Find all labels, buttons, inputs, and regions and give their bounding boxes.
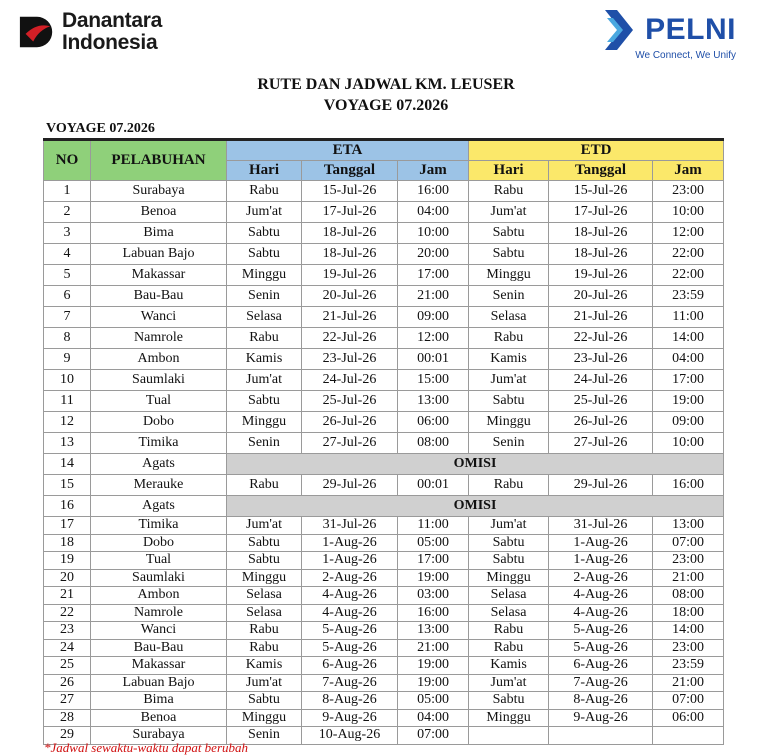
- row-number: 3: [44, 223, 91, 244]
- eta-time: 10:00: [398, 223, 469, 244]
- etd-time: 23:59: [653, 286, 724, 307]
- row-number: 12: [44, 412, 91, 433]
- etd-time: 21:00: [653, 674, 724, 692]
- etd-day: Jum'at: [469, 370, 549, 391]
- eta-day: Kamis: [227, 657, 302, 675]
- table-row: [44, 622, 724, 640]
- eta-time: 19:00: [398, 674, 469, 692]
- table-row: [44, 181, 724, 202]
- eta-day: Selasa: [227, 587, 302, 605]
- etd-date: [549, 727, 653, 745]
- etd-day: Rabu: [469, 639, 549, 657]
- eta-date: 20-Jul-26: [302, 286, 398, 307]
- port-name: Bima: [91, 692, 227, 710]
- etd-time: 14:00: [653, 328, 724, 349]
- header-etd: ETD: [469, 140, 724, 161]
- port-name: Agats: [91, 496, 227, 517]
- port-name: Makassar: [91, 657, 227, 675]
- eta-time: 11:00: [398, 517, 469, 535]
- etd-date: 20-Jul-26: [549, 286, 653, 307]
- footnote: *Jadwal sewaktu-waktu dapat berubah: [44, 740, 249, 755]
- eta-time: 09:00: [398, 307, 469, 328]
- row-number: 8: [44, 328, 91, 349]
- eta-time: 15:00: [398, 370, 469, 391]
- etd-date: 4-Aug-26: [549, 587, 653, 605]
- page-subtitle: VOYAGE 07.2026: [323, 97, 449, 114]
- header-eta-date: Tanggal: [302, 161, 398, 181]
- etd-day: Sabtu: [469, 244, 549, 265]
- header-etd-day: Hari: [469, 161, 549, 181]
- port-name: Tual: [91, 391, 227, 412]
- eta-day: Jum'at: [227, 202, 302, 223]
- etd-day: Rabu: [469, 475, 549, 496]
- voyage-label: VOYAGE 07.2026: [46, 121, 155, 136]
- table-row: [44, 412, 724, 433]
- table-row: [44, 202, 724, 223]
- eta-time: 20:00: [398, 244, 469, 265]
- eta-day: Senin: [227, 433, 302, 454]
- eta-time: 04:00: [398, 709, 469, 727]
- eta-date: 10-Aug-26: [302, 727, 398, 745]
- etd-time: 07:00: [653, 534, 724, 552]
- etd-day: Minggu: [469, 709, 549, 727]
- etd-day: Minggu: [469, 569, 549, 587]
- port-name: Dobo: [91, 412, 227, 433]
- etd-date: 21-Jul-26: [549, 307, 653, 328]
- etd-time: 12:00: [653, 223, 724, 244]
- etd-date: 25-Jul-26: [549, 391, 653, 412]
- etd-day: Sabtu: [469, 534, 549, 552]
- port-name: Ambon: [91, 587, 227, 605]
- table-row: [44, 454, 724, 475]
- danantara-logo-icon: [18, 13, 56, 51]
- etd-day: Kamis: [469, 657, 549, 675]
- etd-date: 15-Jul-26: [549, 181, 653, 202]
- eta-date: 9-Aug-26: [302, 709, 398, 727]
- eta-day: Rabu: [227, 639, 302, 657]
- eta-time: 06:00: [398, 412, 469, 433]
- etd-date: 4-Aug-26: [549, 604, 653, 622]
- omisi-cell: OMISI: [227, 454, 724, 475]
- table-row: [44, 496, 724, 517]
- port-name: Ambon: [91, 349, 227, 370]
- etd-time: 07:00: [653, 692, 724, 710]
- etd-time: 23:00: [653, 639, 724, 657]
- etd-day: Rabu: [469, 328, 549, 349]
- etd-time: 16:00: [653, 475, 724, 496]
- eta-time: 12:00: [398, 328, 469, 349]
- eta-day: Minggu: [227, 569, 302, 587]
- eta-day: Minggu: [227, 265, 302, 286]
- row-number: 26: [44, 674, 91, 692]
- eta-time: 03:00: [398, 587, 469, 605]
- port-name: Wanci: [91, 307, 227, 328]
- table-row: [44, 709, 724, 727]
- row-number: 27: [44, 692, 91, 710]
- etd-time: 21:00: [653, 569, 724, 587]
- etd-time: 23:00: [653, 552, 724, 570]
- port-name: Labuan Bajo: [91, 244, 227, 265]
- schedule-table: [43, 138, 724, 745]
- eta-time: 05:00: [398, 534, 469, 552]
- row-number: 7: [44, 307, 91, 328]
- etd-day: Kamis: [469, 349, 549, 370]
- etd-time: 22:00: [653, 265, 724, 286]
- eta-day: Senin: [227, 286, 302, 307]
- port-name: Makassar: [91, 265, 227, 286]
- table-row: [44, 604, 724, 622]
- eta-date: 17-Jul-26: [302, 202, 398, 223]
- eta-date: 15-Jul-26: [302, 181, 398, 202]
- pelni-tagline: We Connect, We Unify: [635, 50, 736, 61]
- eta-time: 13:00: [398, 622, 469, 640]
- etd-date: 1-Aug-26: [549, 534, 653, 552]
- table-row: [44, 370, 724, 391]
- etd-date: 22-Jul-26: [549, 328, 653, 349]
- eta-date: 25-Jul-26: [302, 391, 398, 412]
- eta-time: 21:00: [398, 639, 469, 657]
- port-name: Agats: [91, 454, 227, 475]
- table-row: [44, 244, 724, 265]
- port-name: Surabaya: [91, 181, 227, 202]
- port-name: Saumlaki: [91, 569, 227, 587]
- etd-day: Minggu: [469, 412, 549, 433]
- row-number: 21: [44, 587, 91, 605]
- eta-date: 27-Jul-26: [302, 433, 398, 454]
- table-row: [44, 265, 724, 286]
- port-name: Benoa: [91, 709, 227, 727]
- eta-time: 00:01: [398, 349, 469, 370]
- etd-date: 19-Jul-26: [549, 265, 653, 286]
- eta-day: Rabu: [227, 622, 302, 640]
- table-row: [44, 692, 724, 710]
- row-number: 23: [44, 622, 91, 640]
- row-number: 22: [44, 604, 91, 622]
- eta-day: Jum'at: [227, 674, 302, 692]
- etd-date: 26-Jul-26: [549, 412, 653, 433]
- eta-time: 17:00: [398, 552, 469, 570]
- row-number: 14: [44, 454, 91, 475]
- row-number: 29: [44, 727, 91, 745]
- table-row: [44, 569, 724, 587]
- header-no: NO: [44, 140, 91, 181]
- etd-time: 18:00: [653, 604, 724, 622]
- schedule-body: [44, 181, 724, 745]
- port-name: Benoa: [91, 202, 227, 223]
- etd-date: 9-Aug-26: [549, 709, 653, 727]
- eta-date: 1-Aug-26: [302, 552, 398, 570]
- eta-date: 4-Aug-26: [302, 587, 398, 605]
- danantara-line1: Danantara: [62, 9, 163, 32]
- pelni-brand: PELNI: [645, 13, 736, 46]
- table-row: [44, 534, 724, 552]
- etd-date: 1-Aug-26: [549, 552, 653, 570]
- pelni-logo-icon: [603, 8, 637, 52]
- eta-day: Sabtu: [227, 552, 302, 570]
- etd-time: 19:00: [653, 391, 724, 412]
- eta-day: Rabu: [227, 328, 302, 349]
- etd-date: 27-Jul-26: [549, 433, 653, 454]
- etd-day: Jum'at: [469, 202, 549, 223]
- etd-day: Selasa: [469, 587, 549, 605]
- etd-date: 23-Jul-26: [549, 349, 653, 370]
- etd-date: 5-Aug-26: [549, 639, 653, 657]
- header-eta-day: Hari: [227, 161, 302, 181]
- eta-date: 18-Jul-26: [302, 223, 398, 244]
- etd-time: 09:00: [653, 412, 724, 433]
- port-name: Namrole: [91, 604, 227, 622]
- header-eta-time: Jam: [398, 161, 469, 181]
- etd-date: 7-Aug-26: [549, 674, 653, 692]
- port-name: Bau-Bau: [91, 286, 227, 307]
- port-name: Wanci: [91, 622, 227, 640]
- eta-day: Minggu: [227, 709, 302, 727]
- table-row: [44, 517, 724, 535]
- header-etd-time: Jam: [653, 161, 724, 181]
- table-row: [44, 587, 724, 605]
- omisi-cell: OMISI: [227, 496, 724, 517]
- eta-date: 18-Jul-26: [302, 244, 398, 265]
- etd-day: Minggu: [469, 265, 549, 286]
- row-number: 17: [44, 517, 91, 535]
- eta-date: 8-Aug-26: [302, 692, 398, 710]
- port-name: Bima: [91, 223, 227, 244]
- eta-date: 19-Jul-26: [302, 265, 398, 286]
- eta-date: 1-Aug-26: [302, 534, 398, 552]
- etd-time: 10:00: [653, 202, 724, 223]
- eta-date: 23-Jul-26: [302, 349, 398, 370]
- port-name: Tual: [91, 552, 227, 570]
- etd-day: Rabu: [469, 181, 549, 202]
- eta-date: 26-Jul-26: [302, 412, 398, 433]
- row-number: 11: [44, 391, 91, 412]
- eta-day: Sabtu: [227, 244, 302, 265]
- etd-time: 04:00: [653, 349, 724, 370]
- row-number: 13: [44, 433, 91, 454]
- row-number: 16: [44, 496, 91, 517]
- etd-day: Sabtu: [469, 391, 549, 412]
- table-row: [44, 475, 724, 496]
- eta-time: 17:00: [398, 265, 469, 286]
- danantara-line2: Indonesia: [62, 31, 158, 54]
- etd-time: 22:00: [653, 244, 724, 265]
- table-row: [44, 657, 724, 675]
- etd-time: 23:59: [653, 657, 724, 675]
- etd-date: 18-Jul-26: [549, 244, 653, 265]
- row-number: 6: [44, 286, 91, 307]
- etd-date: 31-Jul-26: [549, 517, 653, 535]
- header-port: PELABUHAN: [91, 140, 227, 181]
- port-name: Timika: [91, 517, 227, 535]
- eta-day: Selasa: [227, 604, 302, 622]
- etd-date: 2-Aug-26: [549, 569, 653, 587]
- table-row: [44, 674, 724, 692]
- eta-date: 21-Jul-26: [302, 307, 398, 328]
- eta-date: 5-Aug-26: [302, 622, 398, 640]
- row-number: 18: [44, 534, 91, 552]
- table-row: [44, 391, 724, 412]
- row-number: 4: [44, 244, 91, 265]
- eta-day: Rabu: [227, 181, 302, 202]
- eta-time: 21:00: [398, 286, 469, 307]
- etd-date: 6-Aug-26: [549, 657, 653, 675]
- port-name: Labuan Bajo: [91, 674, 227, 692]
- row-number: 10: [44, 370, 91, 391]
- row-number: 2: [44, 202, 91, 223]
- header-eta: ETA: [227, 140, 469, 161]
- eta-day: Selasa: [227, 307, 302, 328]
- etd-time: 14:00: [653, 622, 724, 640]
- port-name: Namrole: [91, 328, 227, 349]
- row-number: 9: [44, 349, 91, 370]
- etd-day: Sabtu: [469, 552, 549, 570]
- etd-date: 18-Jul-26: [549, 223, 653, 244]
- row-number: 20: [44, 569, 91, 587]
- table-row: [44, 223, 724, 244]
- port-name: Merauke: [91, 475, 227, 496]
- row-number: 19: [44, 552, 91, 570]
- etd-day: Sabtu: [469, 692, 549, 710]
- eta-day: Sabtu: [227, 534, 302, 552]
- eta-day: Jum'at: [227, 517, 302, 535]
- row-number: 5: [44, 265, 91, 286]
- header-etd-date: Tanggal: [549, 161, 653, 181]
- etd-date: 29-Jul-26: [549, 475, 653, 496]
- eta-time: 19:00: [398, 657, 469, 675]
- eta-day: Rabu: [227, 475, 302, 496]
- etd-time: 06:00: [653, 709, 724, 727]
- row-number: 15: [44, 475, 91, 496]
- etd-time: 10:00: [653, 433, 724, 454]
- etd-day: Jum'at: [469, 517, 549, 535]
- eta-date: 7-Aug-26: [302, 674, 398, 692]
- etd-time: 23:00: [653, 181, 724, 202]
- eta-day: Sabtu: [227, 391, 302, 412]
- etd-time: 08:00: [653, 587, 724, 605]
- etd-time: 17:00: [653, 370, 724, 391]
- etd-day: Senin: [469, 286, 549, 307]
- eta-day: Sabtu: [227, 223, 302, 244]
- etd-time: 13:00: [653, 517, 724, 535]
- eta-date: 6-Aug-26: [302, 657, 398, 675]
- etd-date: 17-Jul-26: [549, 202, 653, 223]
- port-name: Timika: [91, 433, 227, 454]
- eta-time: 00:01: [398, 475, 469, 496]
- eta-time: 13:00: [398, 391, 469, 412]
- eta-day: Kamis: [227, 349, 302, 370]
- eta-date: 4-Aug-26: [302, 604, 398, 622]
- table-row: [44, 328, 724, 349]
- table-row: [44, 433, 724, 454]
- table-row: [44, 639, 724, 657]
- table-row: [44, 349, 724, 370]
- eta-day: Minggu: [227, 412, 302, 433]
- etd-day: [469, 727, 549, 745]
- eta-date: 5-Aug-26: [302, 639, 398, 657]
- eta-time: 04:00: [398, 202, 469, 223]
- etd-day: Sabtu: [469, 223, 549, 244]
- etd-time: [653, 727, 724, 745]
- etd-day: Senin: [469, 433, 549, 454]
- eta-day: Jum'at: [227, 370, 302, 391]
- etd-day: Rabu: [469, 622, 549, 640]
- pelni-logo: [603, 8, 736, 61]
- etd-date: 5-Aug-26: [549, 622, 653, 640]
- table-row: [44, 307, 724, 328]
- row-number: 28: [44, 709, 91, 727]
- eta-day: Sabtu: [227, 692, 302, 710]
- eta-time: 16:00: [398, 181, 469, 202]
- port-name: Bau-Bau: [91, 639, 227, 657]
- row-number: 24: [44, 639, 91, 657]
- etd-day: Jum'at: [469, 674, 549, 692]
- eta-date: 29-Jul-26: [302, 475, 398, 496]
- eta-date: 24-Jul-26: [302, 370, 398, 391]
- etd-day: Selasa: [469, 307, 549, 328]
- eta-day: Senin: [227, 727, 302, 745]
- table-row: [44, 286, 724, 307]
- etd-date: 24-Jul-26: [549, 370, 653, 391]
- eta-date: 31-Jul-26: [302, 517, 398, 535]
- eta-date: 22-Jul-26: [302, 328, 398, 349]
- port-name: Saumlaki: [91, 370, 227, 391]
- eta-time: 19:00: [398, 569, 469, 587]
- port-name: Surabaya: [91, 727, 227, 745]
- table-row: [44, 552, 724, 570]
- danantara-logo: [18, 10, 162, 54]
- port-name: Dobo: [91, 534, 227, 552]
- etd-day: Selasa: [469, 604, 549, 622]
- eta-time: 16:00: [398, 604, 469, 622]
- row-number: 1: [44, 181, 91, 202]
- eta-date: 2-Aug-26: [302, 569, 398, 587]
- etd-date: 8-Aug-26: [549, 692, 653, 710]
- page-title: RUTE DAN JADWAL KM. LEUSER: [257, 76, 515, 93]
- etd-time: 11:00: [653, 307, 724, 328]
- row-number: 25: [44, 657, 91, 675]
- eta-time: 05:00: [398, 692, 469, 710]
- eta-time: 07:00: [398, 727, 469, 745]
- eta-time: 08:00: [398, 433, 469, 454]
